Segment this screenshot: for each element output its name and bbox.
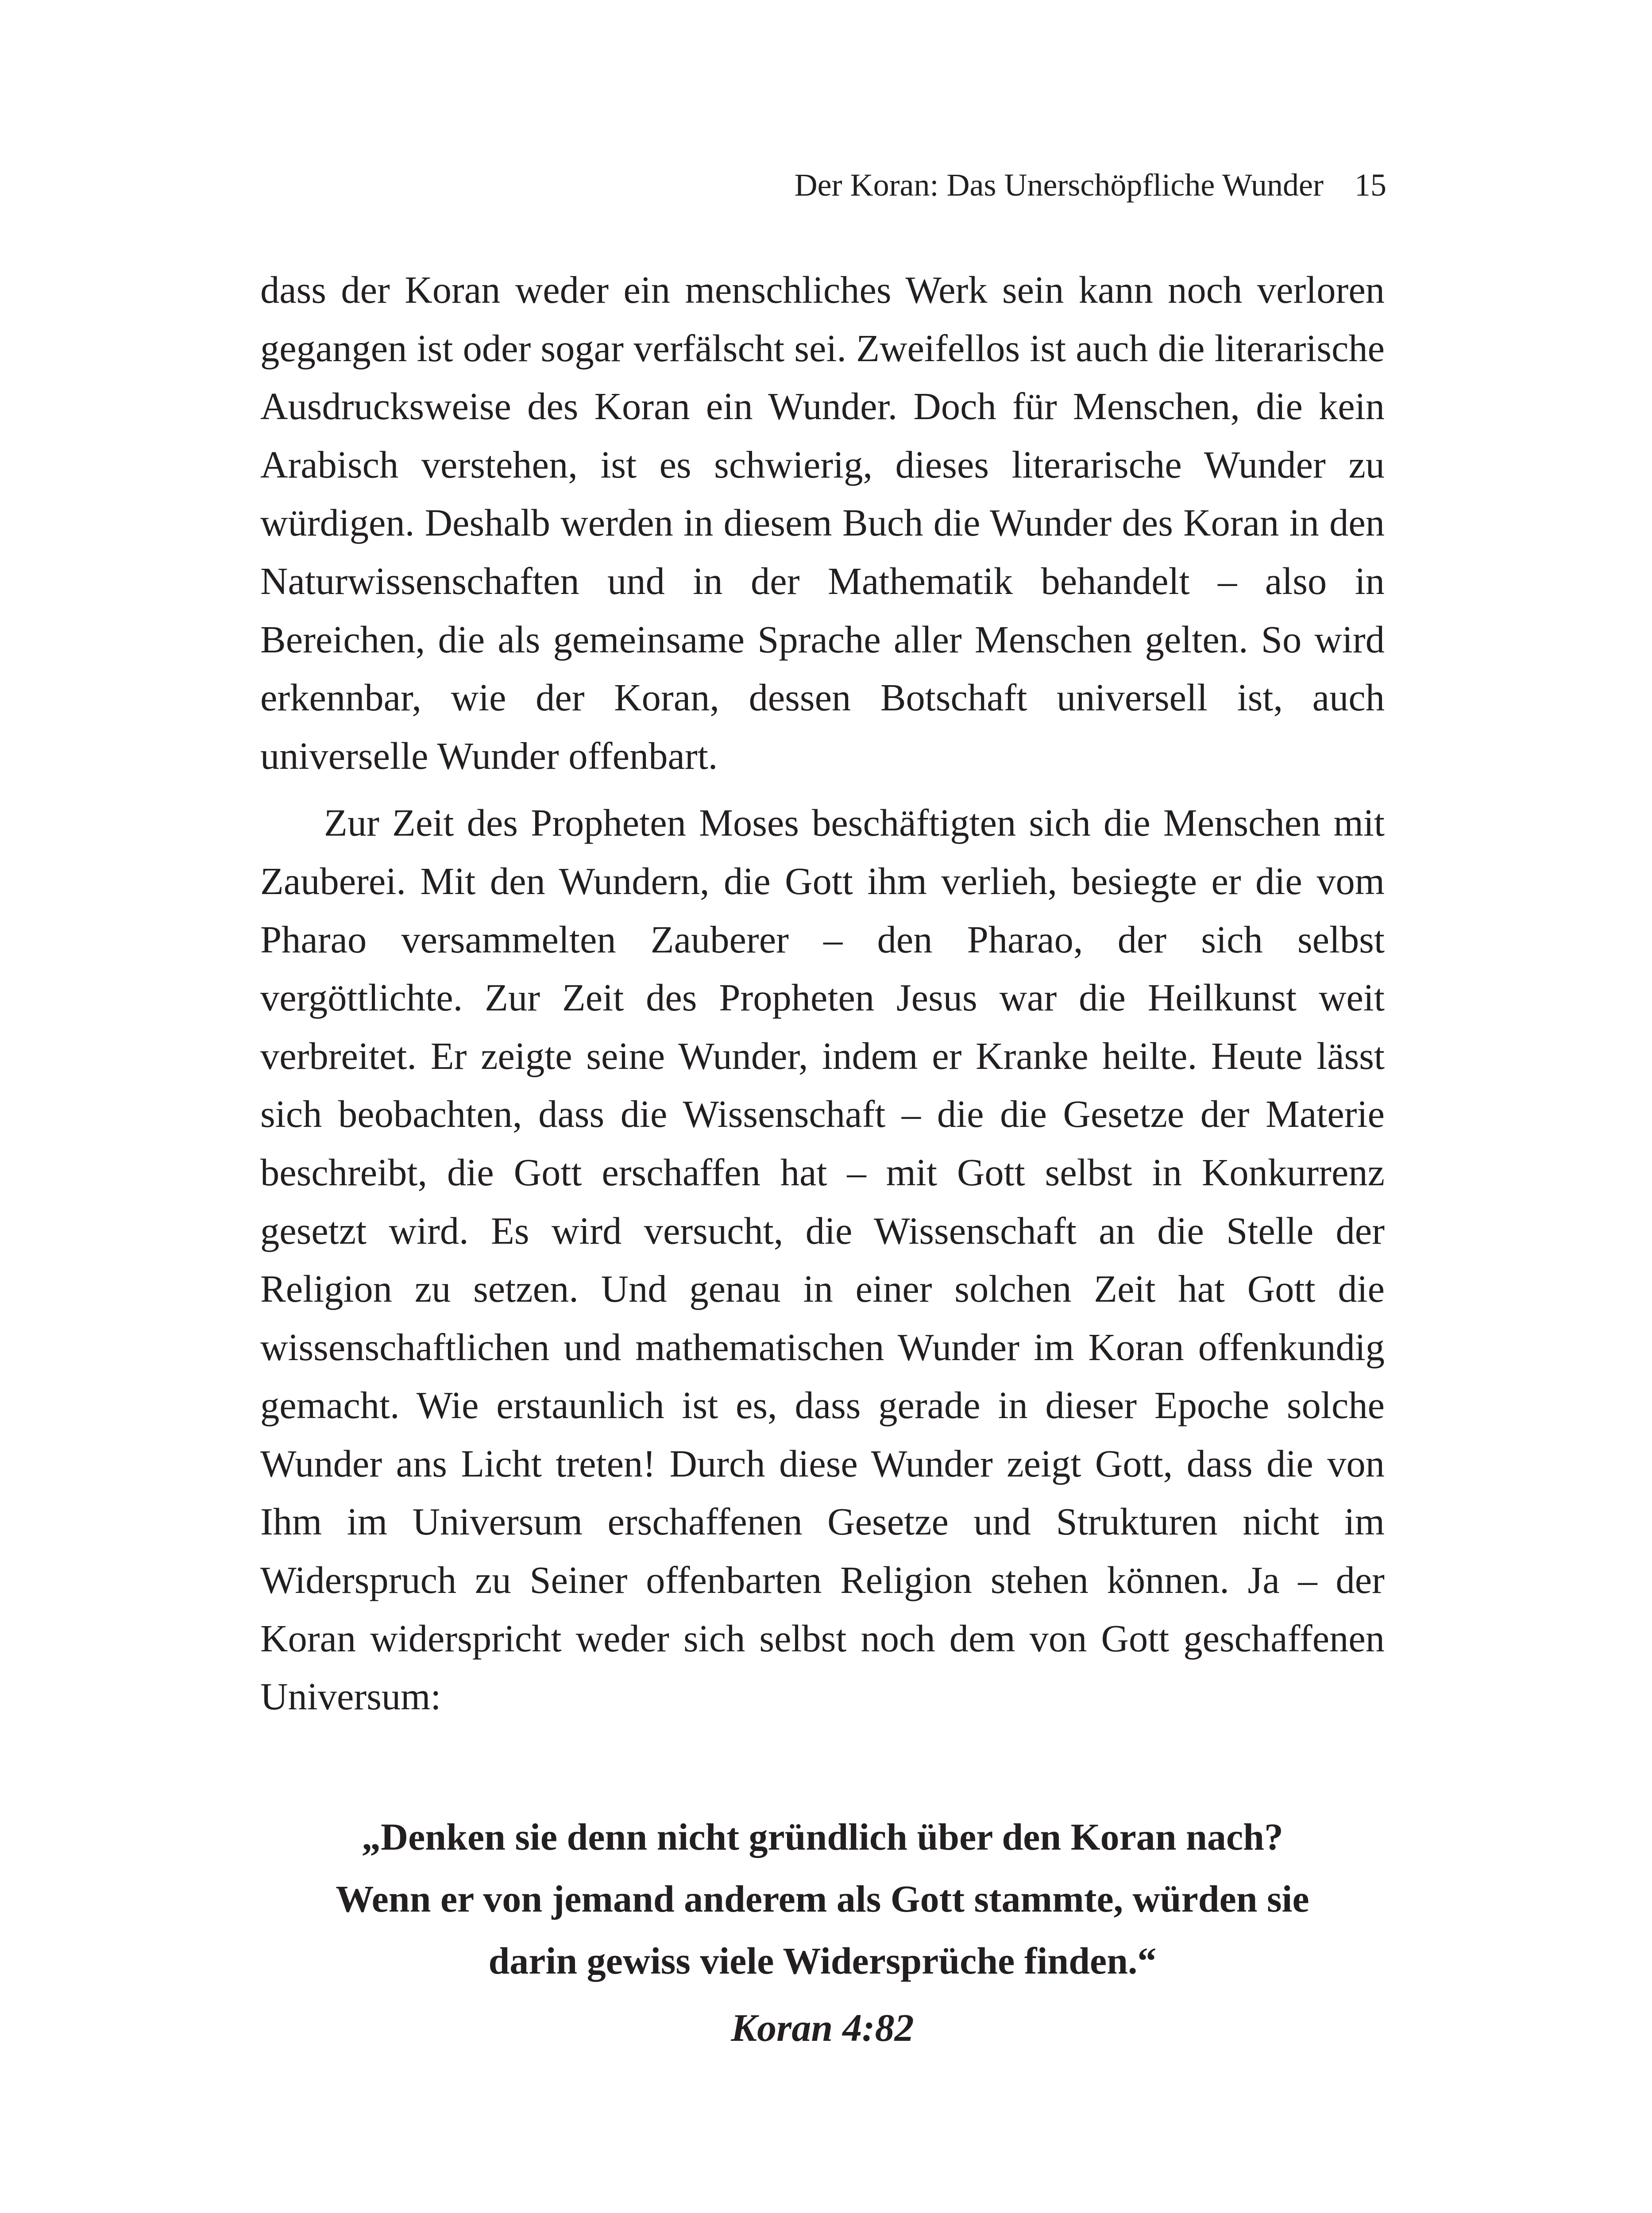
body-text bbox=[260, 261, 1385, 1726]
quote-line-2: Wenn er von jemand anderem als Gott stammte, würden sie bbox=[336, 1878, 1309, 1920]
running-header bbox=[795, 165, 1386, 205]
quote-block bbox=[260, 1806, 1385, 2062]
paragraph-2: Zur Zeit des Propheten Moses beschäftigten sich die Menschen mit Zauberei. Mit den Wundern, die Gott ihm verlieh, besiegte er die vom Pharao versammelten Zauberer – den Pharao, der sich selbst vergöttlichte. Zur Zeit des Propheten Jesus war die Heilkunst weit verbreitet. Er zeigte seine Wunder, indem er Kranke heilte. Heute lässt sich beobachten, dass die Wissenschaft – die die Gesetze der Materie beschreibt, die Gott erschaffen hat – mit Gott selbst in Konkurrenz gesetzt wird. Es wird versucht, die Wissenschaft an die Stelle der Religion zu setzen. Und genau in einer solchen Zeit hat Gott die wissenschaftlichen und mathematischen Wunder im Koran offenkundig gemacht. Wie erstaunlich ist es, dass gerade in dieser Epoche solche Wunder ans Licht treten! Durch diese Wunder zeigt Gott, dass die von Ihm im Universum erschaffenen Gesetze und Strukturen nicht im Widerspruch zu Seiner offenbarten Religion stehen können. Ja – der Koran widerspricht weder sich selbst noch dem von Gott geschaffenen Universum: bbox=[260, 802, 1385, 1718]
quote-line-3: darin gewiss viele Widersprüche finden.“ bbox=[488, 1939, 1157, 1982]
quote-text bbox=[260, 1806, 1385, 1992]
running-title: Der Koran: Das Unerschöpfliche Wunder bbox=[794, 167, 1324, 203]
paragraph-1: dass der Koran weder ein menschliches Werk sein kann noch verloren gegangen ist oder sogar verfälscht sei. Zweifellos ist auch die literarische Ausdrucksweise des Koran ein Wunder. Doch für Menschen, die kein Arabisch verstehen, ist es schwierig, dieses literarische Wunder zu würdigen. Deshalb werden in diesem Buch die Wunder des Koran in den Naturwissenschaften und in der Mathematik behandelt – also in Bereichen, die als gemeinsame Sprache aller Menschen gelten. So wird erkennbar, wie der Koran, dessen Botschaft universell ist, auch universelle Wunder offenbart. bbox=[260, 269, 1385, 777]
quote-source: Koran 4:82 bbox=[731, 2007, 914, 2050]
page-number: 15 bbox=[1355, 167, 1386, 203]
quote-line-1: „Denken sie denn nicht gründlich über den Koran nach? bbox=[362, 1816, 1283, 1858]
